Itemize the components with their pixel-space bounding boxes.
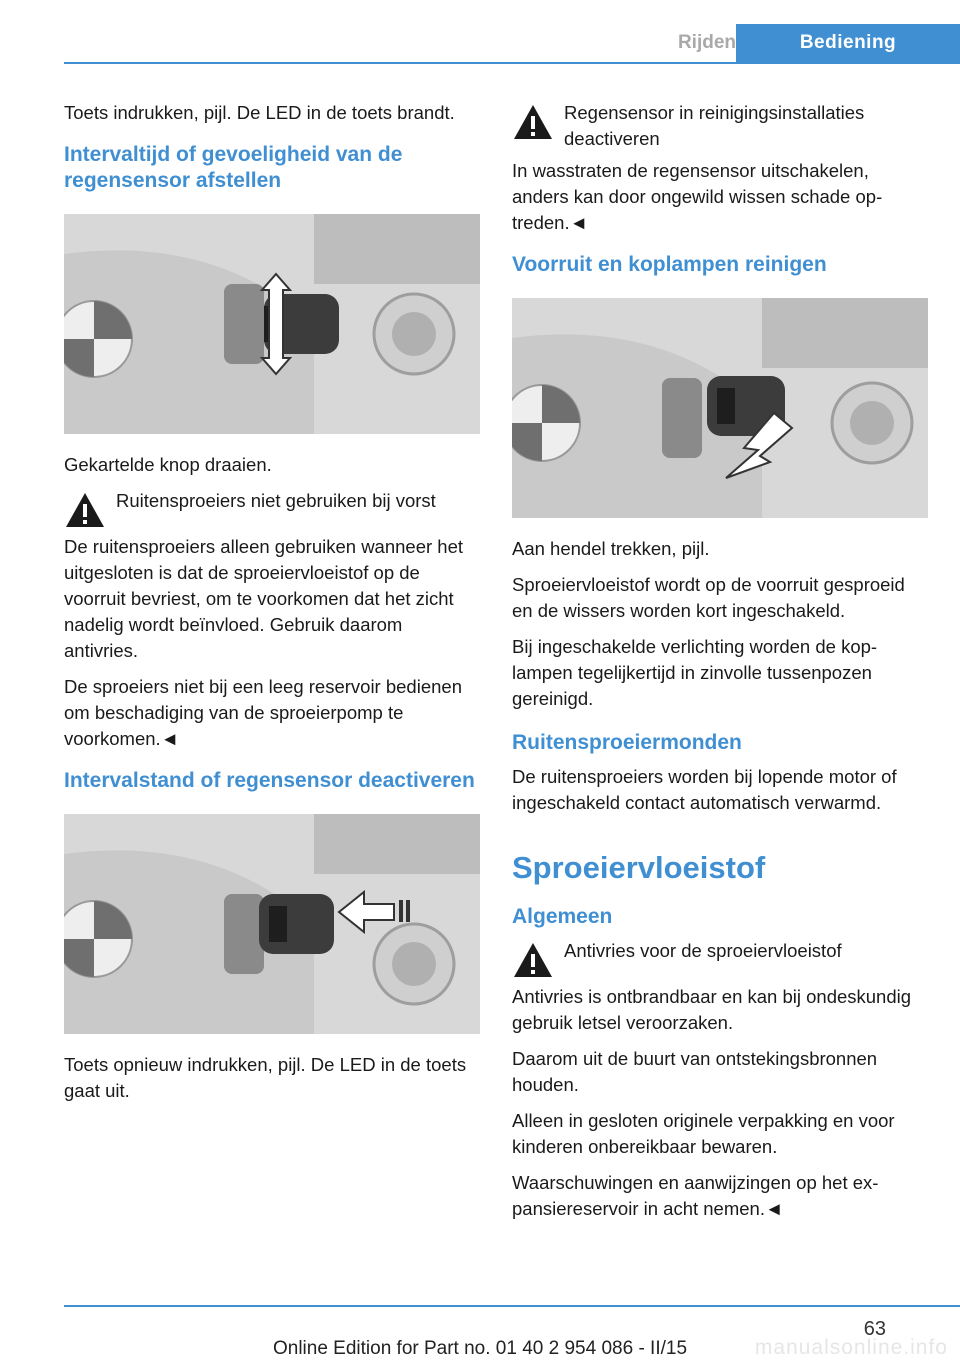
warning-body-antivries: Antivries is ontbrandbaar en kan bij ondeskundig gebruik letsel veroorzaken. bbox=[512, 986, 912, 1033]
warning-antivries bbox=[512, 938, 928, 984]
page-number: 63 bbox=[863, 1318, 886, 1340]
warning-title-regensensor: Regensensor in reinigingsinstallaties deactiveren bbox=[564, 102, 865, 149]
paragraph-sproei: Sproeiervloeistof wordt op de voorruit gesproeid en de wissers worden kort ingeschakeld. bbox=[512, 574, 905, 621]
paragraph-wasstraten: In wasstraten de regensensor uitschakelen, anders kan door ongewild wissen schade optreden.◄ bbox=[512, 160, 883, 233]
paragraph-daarom: Daarom uit de buurt van ontstekingsbronnen houden. bbox=[512, 1048, 878, 1095]
steering-wheel-photo-knob bbox=[64, 214, 480, 434]
heading-voorruit-reinigen: Voorruit en koplampen reinigen bbox=[512, 253, 827, 276]
steering-wheel-photo-lever bbox=[512, 298, 928, 518]
paragraph-toets-opnieuw: Toets opnieuw indrukken, pijl. De LED in de toets gaat uit. bbox=[64, 1054, 467, 1101]
paragraph-toets-indrukken: Toets indrukken, pijl. De LED in de toets brandt. bbox=[64, 102, 455, 123]
warning-triangle-icon bbox=[512, 940, 554, 980]
heading-ruitensproeiermonden: Ruitensproeiermonden bbox=[512, 731, 742, 754]
left-column bbox=[64, 100, 480, 1114]
page-header bbox=[64, 24, 960, 64]
warning-title-vorst: Ruitensproeiers niet gebruiken bij vorst bbox=[116, 490, 436, 511]
paragraph-monden: De ruitensproeiers worden bij lopende motor of ingeschakeld contact automatisch verwarmd. bbox=[512, 766, 897, 813]
footer-rule bbox=[64, 1305, 960, 1307]
steering-wheel-photo-button bbox=[64, 814, 480, 1034]
warning-reinigingsinstallaties bbox=[512, 100, 928, 152]
warning-triangle-icon bbox=[64, 490, 106, 530]
heading-algemeen: Algemeen bbox=[512, 905, 613, 928]
warning-triangle-icon bbox=[512, 102, 554, 142]
heading-sproeiervloeistof: Sproeiervloeistof bbox=[512, 850, 766, 885]
paragraph-hendel: Aan hendel trekken, pijl. bbox=[512, 538, 710, 559]
warning-vorst bbox=[64, 488, 480, 534]
edition-line: Online Edition for Part no. 01 40 2 954 086 - II/15 bbox=[272, 1338, 688, 1359]
section-tab-rijden[interactable]: Rijden bbox=[677, 32, 736, 53]
warning-title-antivries: Antivries voor de sproeiervloeistof bbox=[564, 940, 842, 961]
paragraph-alleen: Alleen in gesloten originele verpakking en voor kinderen onbereikbaar bewaren. bbox=[512, 1110, 895, 1157]
right-column bbox=[512, 100, 928, 1232]
section-tab-bediening[interactable]: Bediening bbox=[736, 24, 960, 62]
heading-intervalstand: Intervalstand of regensensor deactiveren bbox=[64, 769, 475, 792]
paragraph-reservoir: De sproeiers niet bij een leeg reservoir bedienen om beschadiging van de sproeierpomp te voorkomen.◄ bbox=[64, 676, 462, 749]
watermark: manualsonline.info bbox=[754, 1336, 948, 1359]
warning-body-vorst: De ruitensproeiers alleen gebruiken wanneer het uitgesloten is dat de sproeiervloeistof op de voorruit bevriest, om te voorkomen dat het zicht nadelig wordt beïnvloed. Gebruik daarom antivries. bbox=[64, 536, 464, 661]
paragraph-waarschuwingen: Waarschuwingen en aanwijzingen op het expansiereservoir in acht nemen.◄ bbox=[512, 1172, 879, 1219]
heading-intervaltijd: Intervaltijd of gevoeligheid van de regensensor afstellen bbox=[64, 143, 403, 192]
paragraph-gekartelde-knop: Gekartelde knop draaien. bbox=[64, 454, 272, 475]
paragraph-koplampen: Bij ingeschakelde verlichting worden de koplampen tegelijkertijd in zinvolle tussenpozen gereinigd. bbox=[512, 636, 878, 709]
